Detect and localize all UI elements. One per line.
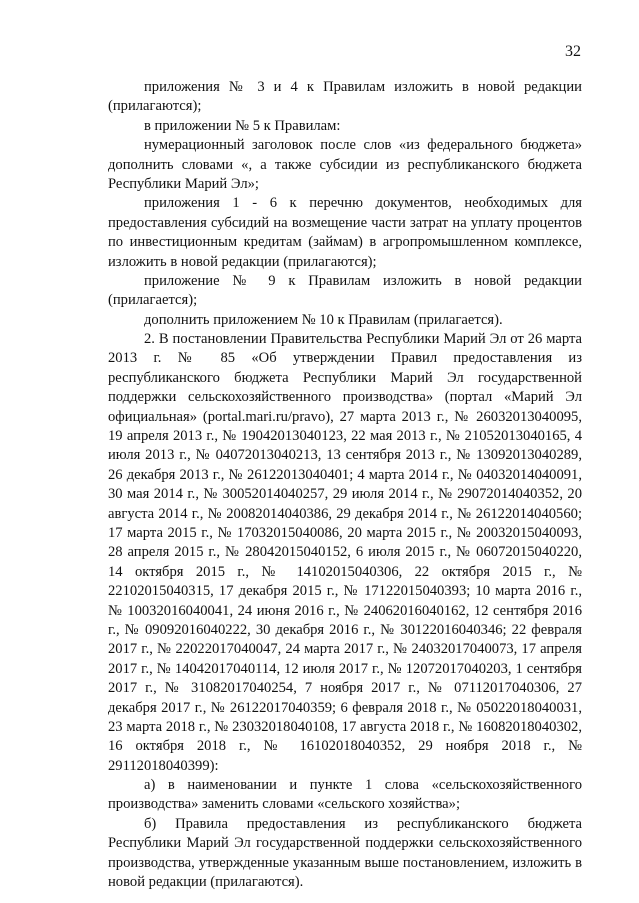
paragraph-numbering-header: нумерационный заголовок после слов «из федерального бюджета» дополнить словами «, а также субсидии из республиканского бюджета Республики Марий Эл»; [108, 137, 582, 192]
paragraph-subitem-b: б) Правила предоставления из республиканского бюджета Республики Марий Эл государственной поддержки сельскохозяйственного производства, утвержденные указанным выше постановлением, изложить в новой редакции (прилагаются). [108, 815, 582, 891]
paragraph-appendices-3-4: приложения № 3 и 4 к Правилам изложить в новой редакции (прилагаются); [108, 79, 582, 115]
paragraph-item-2-resolution: 2. В постановлении Правительства Республики Марий Эл от 26 марта 2013 г. № 85 «Об утверждении Правил предоставления из республиканского бюджета Республики Марий Эл государственной поддержки сельскохозяйственного производства» (портал «Марий Эл официальная» (portal.mari.ru/pravo), 27 марта 2013 г., № 26032013040095, 19 апреля 2013 г., № 19042013040123, 22 мая 2013 г., № 21052013040165, 4 июля 2013 г., № 04072013040213, 13 сентября 2013 г., № 13092013040289, 26 декабря 2013 г., № 26122013040401; 4 марта 2014 г., № 04032014040091, 30 мая 2014 г., № 30052014040257, 29 июля 2014 г., № 29072014040352, 20 августа 2014 г., № 20082014040386, 29 декабря 2014 г., № 26122014040560; 17 марта 2015 г., № 17032015040086, 20 марта 2015 г., № 20032015040093, 28 апреля 2015 г., № 28042015040152, 6 июля 2015 г., № 06072015040220, 14 октября 2015 г., № 14102015040306, 22 октября 2015 г., № 22102015040315, 17 декабря 2015 г., № 17122015040393; 10 марта 2016 г., № 10032016040041, 24 июня 2016 г., № 24062016040162, 12 сентября 2016 г., № 09092016040222, 30 декабря 2016 г., № 30122016040346; 22 февраля 2017 г., № 22022017040047, 24 марта 2017 г., № 24032017040073, 17 апреля 2017 г., № 14042017040114, 12 июля 2017 г., № 12072017040203, 1 сентября 2017 г., № 31082017040254, 7 ноября 2017 г., № 07112017040306, 27 декабря 2017 г., № 26122017040359; 6 февраля 2018 г., № 05022018040031, 23 марта 2018 г., № 23032018040108, 17 августа 2018 г., № 16082018040302, 16 октября 2018 г., № 16102018040352, 29 ноября 2018 г., № 29112018040399): [108, 331, 582, 774]
paragraph-subitem-a: а) в наименовании и пункте 1 слова «сельскохозяйственного производства» заменить словами «сельского хозяйства»; [108, 777, 582, 813]
paragraph-appendices-1-6: приложения 1 - 6 к перечню документов, необходимых для предоставления субсидий на возмещение части затрат на уплату процентов по инвестиционным кредитам (займам) в агропромышленном комплексе, изложить в новой редакции (прилагаются); [108, 195, 582, 270]
paragraph-appendix-5: в приложении № 5 к Правилам: [144, 117, 341, 134]
paragraph-appendix-10: дополнить приложением № 10 к Правилам (прилагается). [144, 311, 503, 328]
paragraph-appendix-9: приложение № 9 к Правилам изложить в новой редакции (прилагается); [108, 272, 582, 309]
document-body [108, 78, 582, 892]
page-number: 32 [565, 43, 581, 60]
